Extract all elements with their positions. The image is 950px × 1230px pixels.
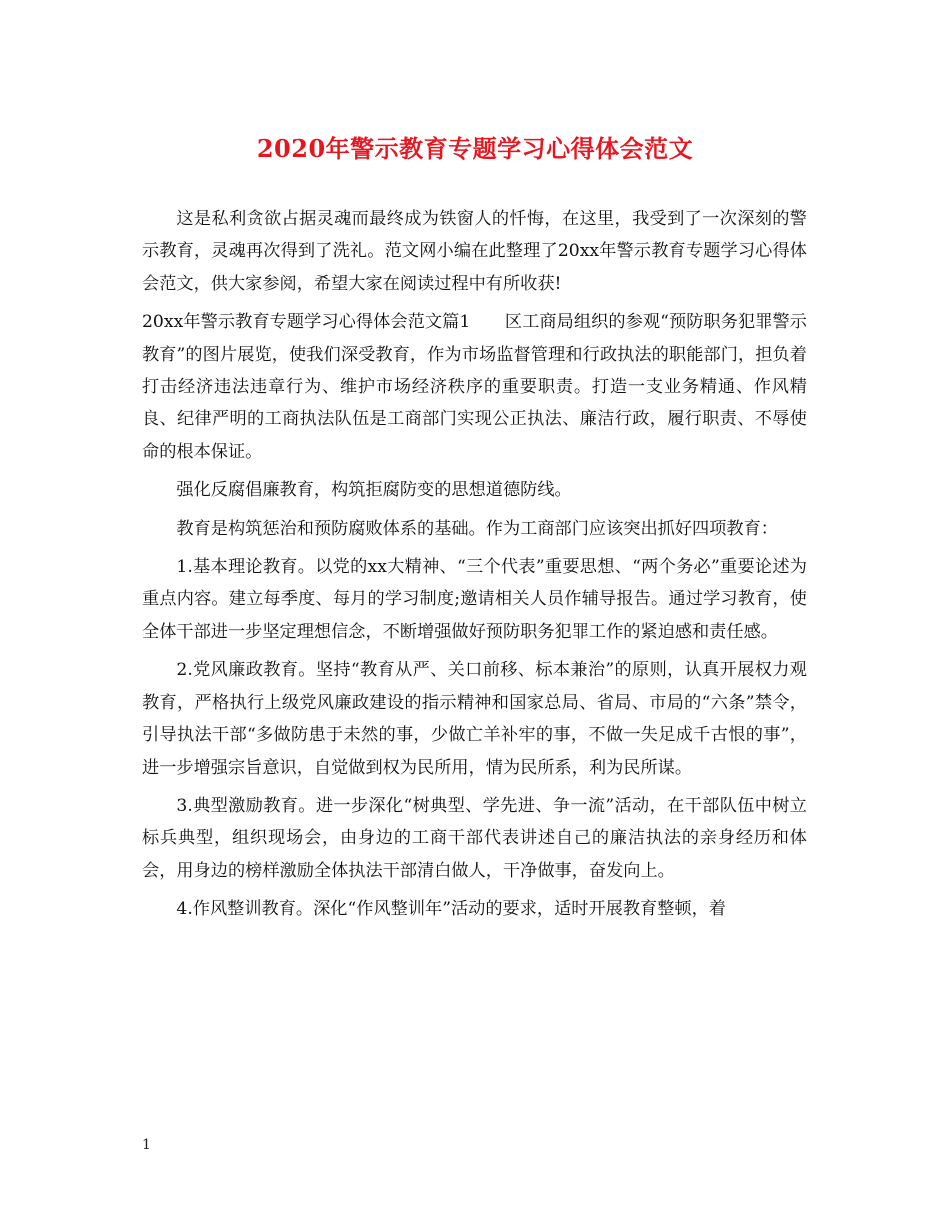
paragraph-item-3: 3.典型激励教育。进一步深化“树典型、学先进、争一流”活动，在干部队伍中树立标兵典型，组织现场会，由身边的工商干部代表讲述自己的廉洁执法的亲身经历和体会，用身边的榜样激励全体执法干部清白做人，干净做事，奋发向上。 [142,795,807,881]
page-number: 1 [142,1137,151,1153]
paragraph-item-4: 4.作风整训教育。深化“作风整训年”活动的要求，适时开展教育整顿，着 [176,899,726,920]
paragraph-section-heading: 20xx年警示教育专题学习心得体会范文篇1 区工商局组织的参观“预防职务犯罪警示教育”的图片展览，使我们深受教育，作为市场监督管理和行政执法的职能部门，担负着打击经济违法违章行为、维护市场经济秩序的重要职责。打造一支业务精通、作风精良、纪律严明的工商执法队伍是工商部门实现公正执法、廉洁行政，履行职责、不辱使命的根本保证。 [142,312,807,462]
document-title: 2020年警示教育专题学习心得体会范文 [256,134,694,163]
document-body [142,203,807,932]
paragraph-anti-corruption: 强化反腐倡廉教育，构筑拒腐防变的思想道德防线。 [176,480,572,501]
paragraph-item-2: 2.党风廉政教育。坚持“教育从严、关口前移、标本兼治”的原则，认真开展权力观教育，严格执行上级党风廉政建设的指示精神和国家总局、省局、市局的“六条”禁令，引导执法干部“多做防患于未然的事，少做亡羊补牢的事，不做一失足成千古恨的事”，进一步增强宗旨意识，自觉做到权为民所用，情为民所系，利为民所谋。 [142,660,807,778]
paragraph-education-basis: 教育是构筑惩治和预防腐败体系的基础。作为工商部门应该突出抓好四项教育： [176,518,778,539]
paragraph-intro: 这是私利贪欲占据灵魂而最终成为铁窗人的忏悔，在这里，我受到了一次深刻的警示教育，灵魂再次得到了洗礼。范文网小编在此整理了20xx年警示教育专题学习心得体会范文，供大家参阅，希望大家在阅读过程中有所收获! [142,209,807,294]
paragraph-item-1: 1.基本理论教育。以党的xx大精神、“三个代表”重要思想、“两个务必”重要论述为重点内容。建立每季度、每月的学习制度;邀请相关人员作辅导报告。通过学习教育，使全体干部进一步坚定理想信念，不断增强做好预防职务犯罪工作的紧迫感和责任感。 [142,557,807,642]
